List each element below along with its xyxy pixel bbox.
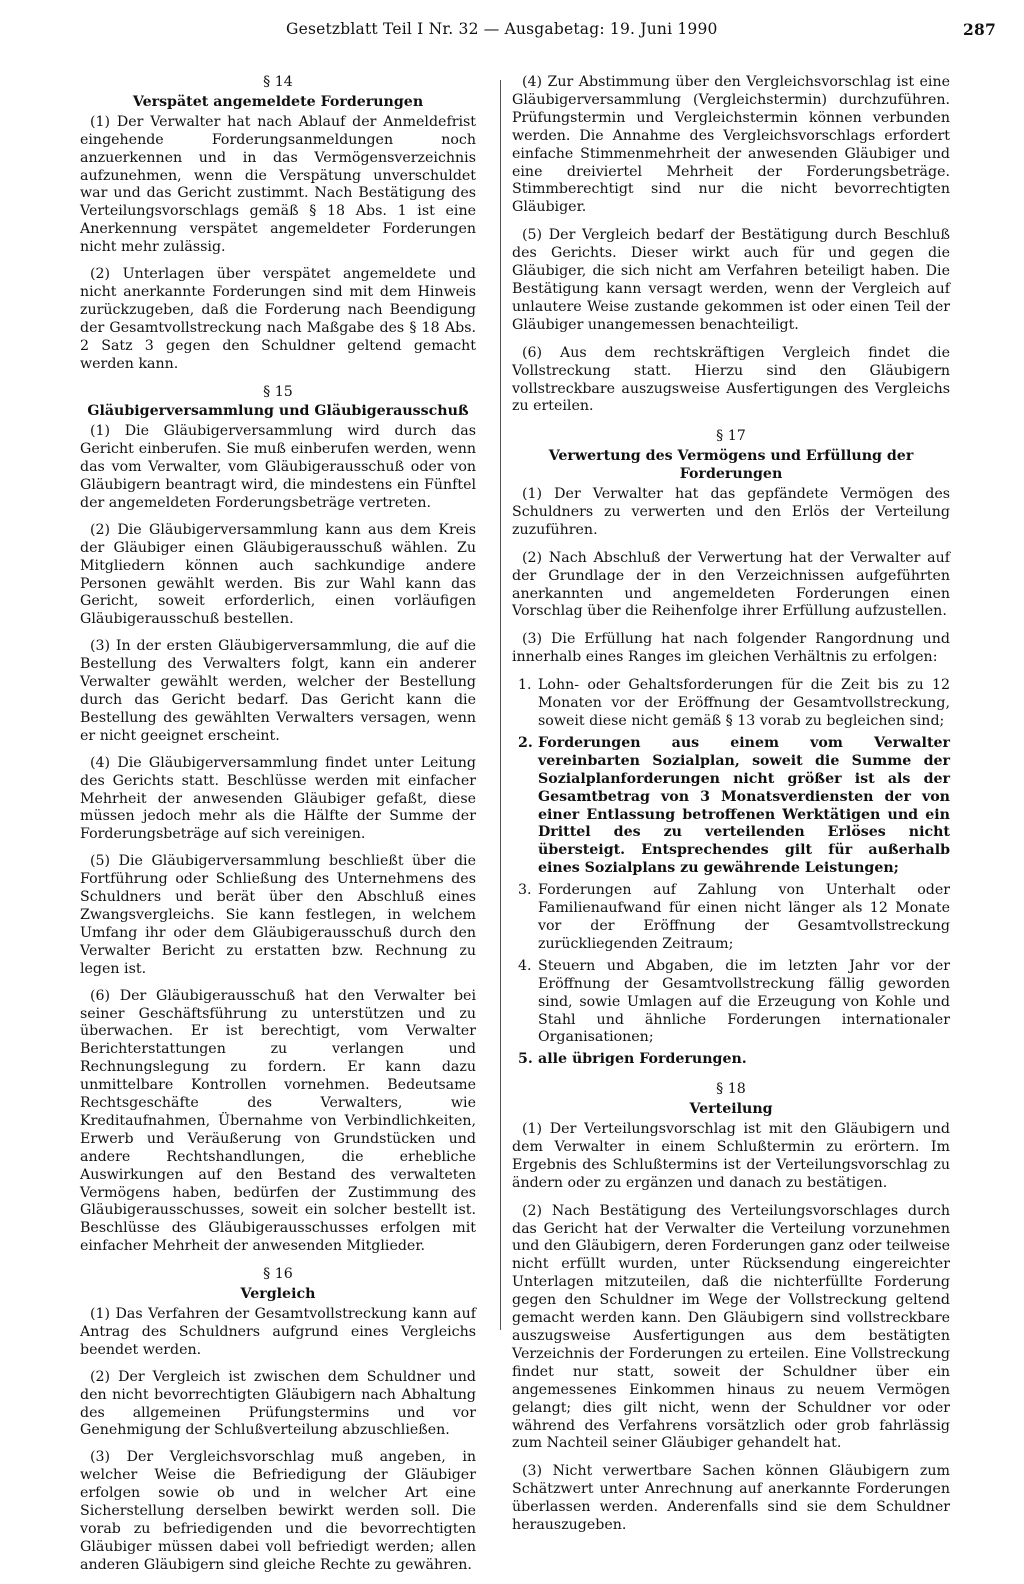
list-item-text: Steuern und Abgaben, die im letzten Jahr vor der Eröffnung der Gesamtvollstreckung fällig geworden sind, sowie Umlagen auf die Erzeugung von Kohle und Stahl und ähnliche Forderungen internationaler Organisationen;: [538, 957, 950, 1046]
list-item-text: Forderungen aus einem vom Verwalter vereinbarten Sozialplan, soweit die Summe der Sozialplanforderungen nicht größer ist als der Gesamtbetrag von 3 Monatsverdiensten der von einer Entlassung betroffenen Werktätigen und ein Drittel des zu verteilenden Erlöses nicht übersteigt. Entsprechendes gilt für außerhalb eines Sozialplans zu gewährende Leistungen;: [538, 734, 950, 877]
list-item: [512, 677, 950, 731]
list-item-text: Forderungen auf Zahlung von Unterhalt oder Familienaufwand für einen nicht länger als 12 Monate vor der Eröffnung der Gesamtvollstreckung zurückliegenden Zeitraum;: [538, 882, 950, 952]
section-15-title: Gläubigerversammlung und Gläubigerausschuß: [87, 403, 469, 420]
section-18-title: Verteilung: [689, 1101, 773, 1118]
section-17-title: Verwertung des Vermögens und Erfüllung der Forderungen: [548, 448, 914, 483]
section-18-para-2: (2) Nach Bestätigung des Verteilungsvorschlages durch das Gericht hat der Verwalter die Verteilung vorzunehmen und den Gläubigern, deren Forderungen ganz oder teilweise nicht erfüllt wurden, unter Rücksendung eingereichter Unterlagen mitzuteilen, daß die nichterfüllte Forderung gegen den Schuldner im Wege der Vollstreckung geltend gemacht werden kann. Den Gläubigern sind vollstreckbare auszugsweise Ausfertigungen aus dem bestätigten Verzeichnis der Forderungen zu erteilen. Eine Vollstreckung findet nur statt, soweit der Schuldner über ein angemessenes Einkommen hinaus zu neuem Vermögen gelangt; dies gilt nicht, wenn der Schuldner vor oder während des Verfahrens vorsätzlich oder grob fahrlässig zum Nachteil seiner Gläubiger gehandelt hat.: [512, 1202, 950, 1452]
ranking-list: [512, 677, 950, 1069]
section-16-title: Vergleich: [240, 1286, 316, 1303]
list-item-number: 5.: [518, 1051, 533, 1068]
left-column: [80, 74, 476, 1584]
section-16-para-4: (4) Zur Abstimmung über den Vergleichsvorschlag ist eine Gläubigerversammlung (Vergleichstermin) durchzuführen. Prüfungstermin und Vergleichstermin können verbunden werden. Die Annahme des Vergleichsvorschlags erfordert einfache Stimmenmehrheit der anwesenden Gläubiger und eine dreiviertel Mehrheit der Forderungsbeträge. Stimmberechtigt sind nur die nicht bevorrechtigten Gläubiger.: [512, 74, 950, 216]
list-item-number: 2.: [518, 734, 533, 751]
section-15-para-1: (1) Die Gläubigerversammlung wird durch das Gericht einberufen. Sie muß einberufen werden, wenn das vom Verwalter, vom Gläubigerausschuß oder von Gläubigern beantragt wird, die mindestens ein Fünftel der angemeldeten Forderungsbeträge vertreten.: [80, 423, 476, 511]
section-14-title: Verspätet angemeldete Forderungen: [132, 93, 424, 110]
list-item: [512, 735, 950, 878]
list-item-number: 4.: [518, 957, 532, 974]
section-15-para-2: (2) Die Gläubigerversammlung kann aus dem Kreis der Gläubiger einen Gläubigerausschuß wählen. Zu Mitgliedern können auch sachkundige andere Personen gewählt werden. Bis zur Wahl kann das Gericht, soweit erforderlich, einen vorläufigen Gläubigerausschuß bestellen.: [80, 521, 476, 628]
list-item: [512, 882, 950, 954]
section-17-para-2: (2) Nach Abschluß der Verwertung hat der Verwalter auf der Grundlage der in den Verzeichnissen aufgeführten anerkannten und angemeldeten Forderungen einen Vorschlag über die Reihenfolge ihrer Erfüllung aufzustellen.: [512, 549, 950, 620]
list-item: [512, 1051, 950, 1069]
list-item-text: Lohn- oder Gehaltsforderungen für die Zeit bis zu 12 Monaten vor der Eröffnung der Gesamtvollstreckung, soweit diese nicht gemäß § 13 vorab zu begleichen sind;: [538, 677, 950, 729]
section-14-para-2: (2) Unterlagen über verspätet angemeldete und nicht anerkannte Forderungen sind mit dem Hinweis zurückzugeben, daß die Forderung nach Beendigung der Gesamtvollstreckung nach Maßgabe des § 18 Abs. 2 Satz 3 gegen den Schuldner geltend gemacht werden kann.: [80, 266, 476, 372]
section-15-para-6: (6) Der Gläubigerausschuß hat den Verwalter bei seiner Geschäftsführung zu unterstützen und zu überwachen. Er ist berechtigt, vom Verwalter Berichterstattungen zu verlangen und Rechnungslegung zu fordern. Er kann dazu unmittelbare Kontrollen vornehmen. Bedeutsame Rechtsgeschäfte des Verwalters, wie Kreditaufnahmen, Übernahme von Verbindlichkeiten, Erwerb und Veräußerung von Grundstücken und andere Rechtshandlungen, die erhebliche Auswirkungen auf den Bestand des verwalteten Vermögens haben, bedürfen der Zustimmung des Gläubigerausschusses, soweit ein solcher bestellt ist. Beschlüsse des Gläubigerausschusses erfolgen mit einfacher Mehrheit der anwesenden Mitglieder.: [80, 987, 476, 1255]
header-title: Gesetzblatt Teil I Nr. 32 — Ausgabetag: 19. Juni 1990: [286, 20, 718, 38]
section-17-para-3: (3) Die Erfüllung hat nach folgender Rangordnung und innerhalb eines Ranges im gleichen Verhältnis zu erfolgen:: [512, 631, 950, 666]
section-14-number: § 14: [263, 74, 293, 90]
page-header: [262, 20, 996, 46]
section-14-para-1: (1) Der Verwalter hat nach Ablauf der Anmeldefrist eingehende Forderungsanmeldungen noch anzuerkennen und in das Vermögensverzeichnis aufzunehmen, wenn die Verspätung unverschuldet war und das Gericht zustimmt. Nach Bestätigung des Verteilungsvorschlags gemäß § 18 Abs. 1 ist eine Anerkennung verspätet angemeldeter Forderungen nicht mehr zulässig.: [80, 113, 476, 256]
column-divider: [500, 80, 501, 1330]
list-item-text: alle übrigen Forderungen.: [538, 1051, 747, 1068]
section-15-para-4: (4) Die Gläubigerversammlung findet unter Leitung des Gerichts statt. Beschlüsse werden mit einfacher Mehrheit der anwesenden Gläubiger gefaßt, diese müssen jedoch mehr als die Hälfte der Summe der Forderungsbeträge auf sich vereinigen.: [80, 754, 476, 843]
section-17-number: § 17: [716, 428, 746, 445]
section-15-number: § 15: [263, 383, 293, 400]
page-number: 287: [963, 20, 996, 39]
section-16-para-1: (1) Das Verfahren der Gesamtvollstreckung kann auf Antrag des Schuldners aufgrund eines Vergleichs beendet werden.: [80, 1306, 476, 1358]
section-15-para-3: (3) In der ersten Gläubigerversammlung, die auf die Bestellung des Verwalters folgt, kann ein anderer Verwalter gewählt werden, welcher der Bestellung durch das Gericht bedarf. Das Gericht kann die Bestellung des gewählten Verwalters versagen, wenn er nicht geeignet erscheint.: [80, 638, 476, 744]
right-column: [512, 74, 950, 1545]
list-item-number: 3.: [518, 882, 532, 899]
section-16-para-2: (2) Der Vergleich ist zwischen dem Schuldner und den nicht bevorrechtigten Gläubigern nach Abhaltung des allgemeinen Prüfungstermins und vor Genehmigung der Schlußverteilung abzuschließen.: [80, 1368, 476, 1439]
section-16-para-5: (5) Der Vergleich bedarf der Bestätigung durch Beschluß des Gerichts. Dieser wirkt auch für und gegen die Gläubiger, die sich nicht am Verfahren beteiligt haben. Die Bestätigung kann versagt werden, wenn der Vergleich auf unlautere Weise zustande gekommen ist oder einen Teil der Gläubiger unangemessen benachteiligt.: [512, 227, 950, 333]
section-18-para-1: (1) Der Verteilungsvorschlag ist mit den Gläubigern und dem Verwalter in einem Schlußtermin zu erörtern. Im Ergebnis des Schlußtermins ist der Verteilungsvorschlag zu ändern oder zu ergänzen und danach zu bestätigen.: [512, 1121, 950, 1191]
section-16-number: § 16: [263, 1266, 293, 1283]
section-16-para-3: (3) Der Vergleichsvorschlag muß angeben, in welcher Weise die Befriedigung der Gläubiger erfolgen sowie ob und in welcher Art eine Sicherstellung derselben bewirkt werden soll. Die vorab zu befriedigenden und die bevorrechtigten Gläubiger müssen dabei voll befriedigt werden; allen anderen Gläubigern sind gleiche Rechte zu gewähren.: [80, 1449, 476, 1573]
section-15-para-5: (5) Die Gläubigerversammlung beschließt über die Fortführung oder Schließung des Unternehmens des Schuldners und berät über den Abschluß eines Zwangsvergleichs. Sie kann festlegen, in welchem Umfang ihr oder dem Gläubigerausschuß durch den Verwalter Bericht zu erstatten bzw. Rechnung zu legen ist.: [80, 853, 476, 977]
list-item-number: 1.: [518, 677, 532, 694]
section-17-para-1: (1) Der Verwalter hat das gepfändete Vermögen des Schuldners zu verwerten und den Erlös der Verteilung zuzuführen.: [512, 486, 950, 538]
section-18-para-3: (3) Nicht verwertbare Sachen können Gläubigern zum Schätzwert unter Anrechnung auf anerkannte Forderungen überlassen werden. Anderenfalls sind sie dem Schuldner herauszugeben.: [512, 1463, 950, 1534]
section-16-para-6: (6) Aus dem rechtskräftigen Vergleich findet die Vollstreckung statt. Hierzu sind den Gläubigern vollstreckbare auszugsweise Ausfertigungen des Vergleichs zu erteilen.: [512, 344, 950, 415]
list-item: [512, 958, 950, 1048]
section-18-number: § 18: [716, 1081, 746, 1098]
